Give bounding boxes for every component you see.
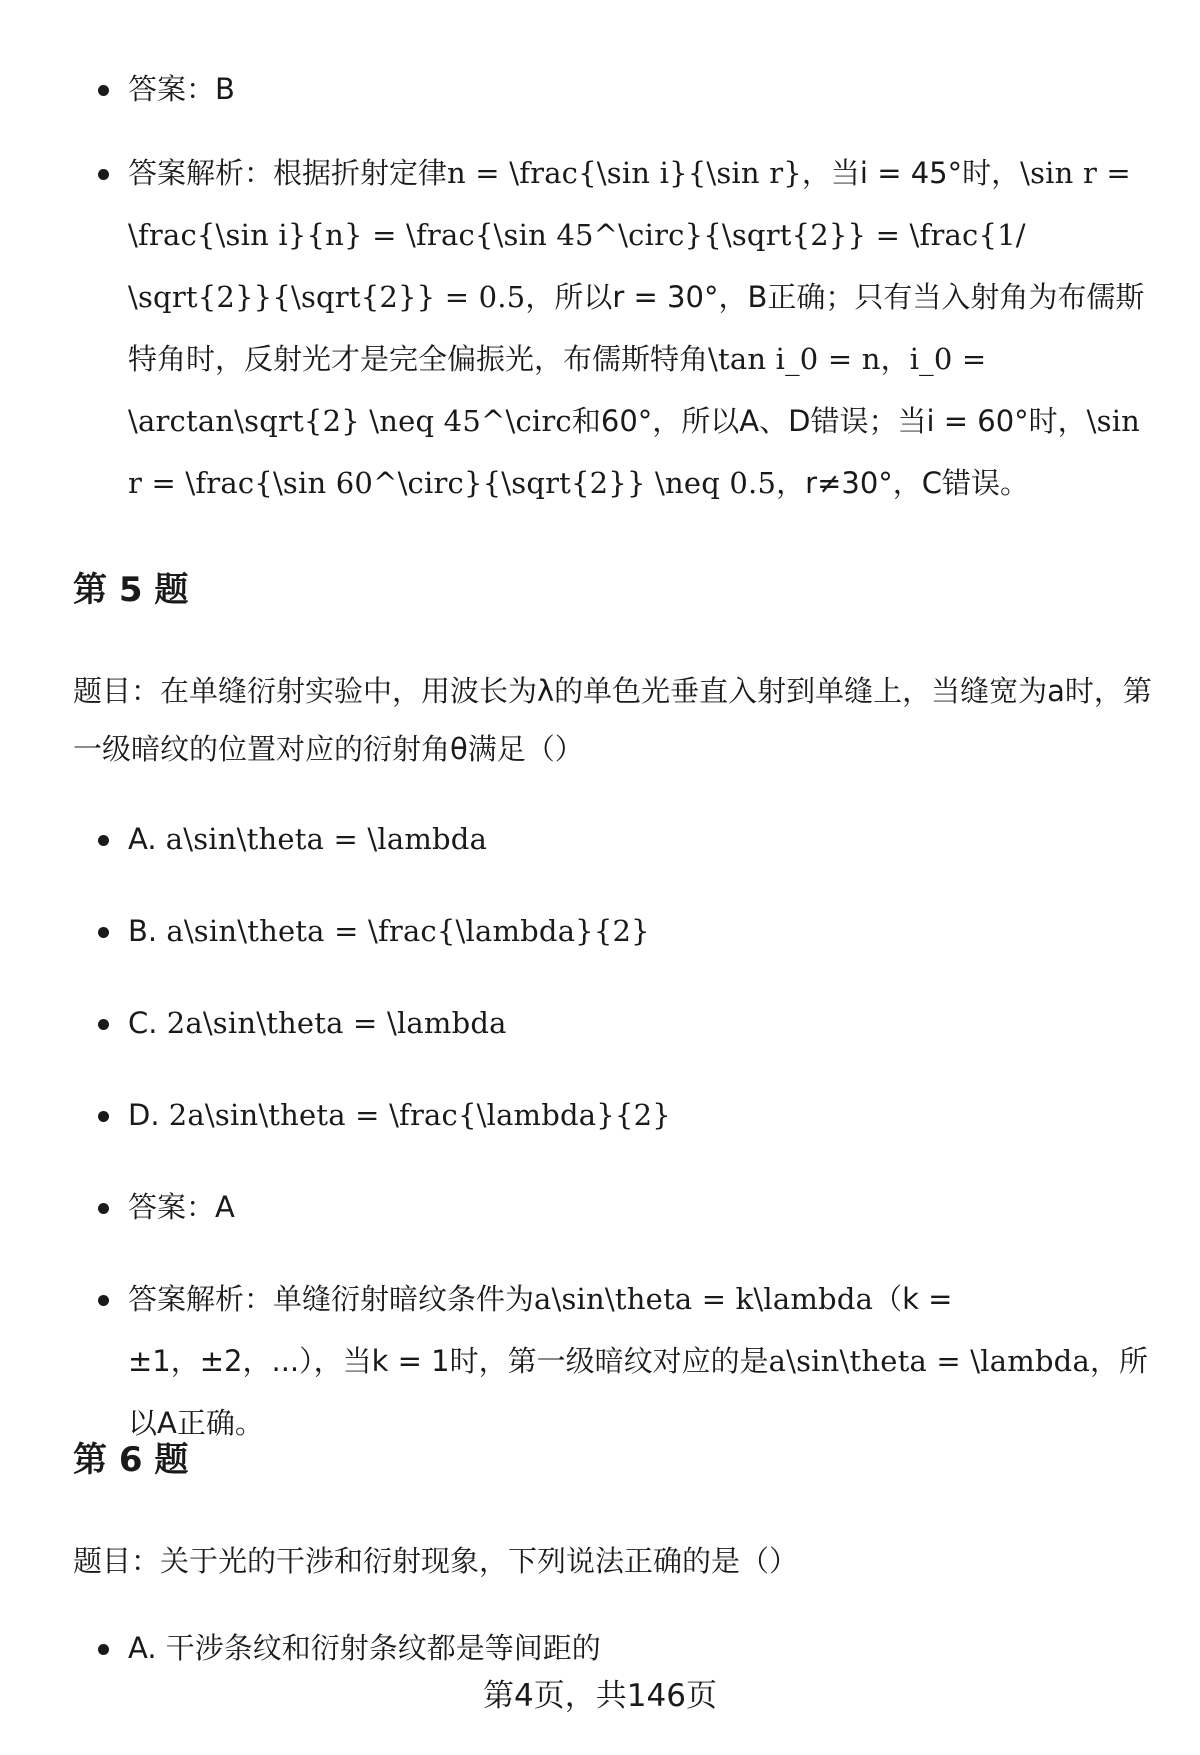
q5-option-b-label: B. <box>128 914 167 948</box>
q5-option-a <box>92 808 1162 870</box>
page-number: 第4页，共146页 <box>483 1678 717 1714</box>
q5-option-a-formula: a\sin\theta = \lambda <box>165 822 488 856</box>
q5-option-a-label: A. <box>128 822 166 856</box>
q4-explanation-text-3: ， <box>880 342 910 376</box>
q4-formula-5: \sin r = \frac{\sin 60^\circ}{\sqrt{2}} \neq 0.5 <box>128 404 1141 500</box>
q6-stem: 题目：关于光的干涉和衍射现象，下列说法正确的是（） <box>73 1544 799 1578</box>
q4-explanation-text-5: ，r≠30°，C错误。 <box>776 466 1030 500</box>
q5-option-d-label: D. <box>128 1098 169 1132</box>
q5-explanation-text-2: ，所以A正确。 <box>128 1344 1148 1440</box>
q4-explanation-text-2: ，所以r = 30°，B正确；只有当入射角为布儒斯特角时，反射光才是完全偏振光，布儒斯特角 <box>128 280 1145 376</box>
q5-option-d-formula: 2a\sin\theta = \frac{\lambda}{2} <box>168 1098 671 1132</box>
q5-option-b <box>92 900 1162 962</box>
q5-option-c-formula: 2a\sin\theta = \lambda <box>166 1006 507 1040</box>
q6-heading: 第 6 题 <box>73 1440 189 1480</box>
q5-explanation <box>92 1268 1162 1454</box>
q4-formula-4: i_0 = \arctan\sqrt{2} \neq 45^\circ <box>128 342 987 438</box>
q5-list <box>92 808 1162 1454</box>
q5-explanation-lead: 答案解析：单缝衍射暗纹条件为 <box>128 1282 535 1316</box>
q4-list <box>92 58 1162 514</box>
q4-formula-1: n = \frac{\sin i}{\sin r} <box>447 156 802 190</box>
q4-formula-3: \tan i_0 = n <box>708 342 881 376</box>
q5-option-c <box>92 992 1162 1054</box>
q5-explanation-text-1: （k = ±1，±2，...），当k = 1时，第一级暗纹对应的是 <box>128 1282 953 1378</box>
q5-stem: 题目：在单缝衍射实验中，用波长为λ的单色光垂直入射到单缝上，当缝宽为a时，第一级暗纹的位置对应的衍射角θ满足（） <box>73 674 1152 766</box>
q6-option-a: A. 干涉条纹和衍射条纹都是等间距的 <box>92 1617 1162 1679</box>
q5-option-b-formula: a\sin\theta = \frac{\lambda}{2} <box>166 914 650 948</box>
q5-option-c-label: C. <box>128 1006 167 1040</box>
q5-formula-1: a\sin\theta = k\lambda <box>534 1282 874 1316</box>
q4-explanation <box>92 142 1162 514</box>
q5-answer: 答案：A <box>92 1176 1162 1238</box>
q6-list <box>92 1617 1162 1679</box>
q5-formula-2: a\sin\theta = \lambda <box>768 1344 1090 1378</box>
q4-explanation-text-1: ，当i = 45°时， <box>801 156 1021 190</box>
q4-explanation-lead: 答案解析：根据折射定律 <box>128 156 448 190</box>
q5-option-d <box>92 1084 1162 1146</box>
q4-formula-2: \sin r = \frac{\sin i}{n} = \frac{\sin 45^\circ}{\sqrt{2}} = \frac{1/ \sqrt{2}}{\sqrt{2}} = 0.5 <box>128 156 1131 314</box>
q4-answer: 答案：B <box>92 58 1162 120</box>
q5-heading: 第 5 题 <box>73 570 189 610</box>
q4-explanation-text-4: 和60°，所以A、D错误；当i = 60°时， <box>571 404 1087 438</box>
